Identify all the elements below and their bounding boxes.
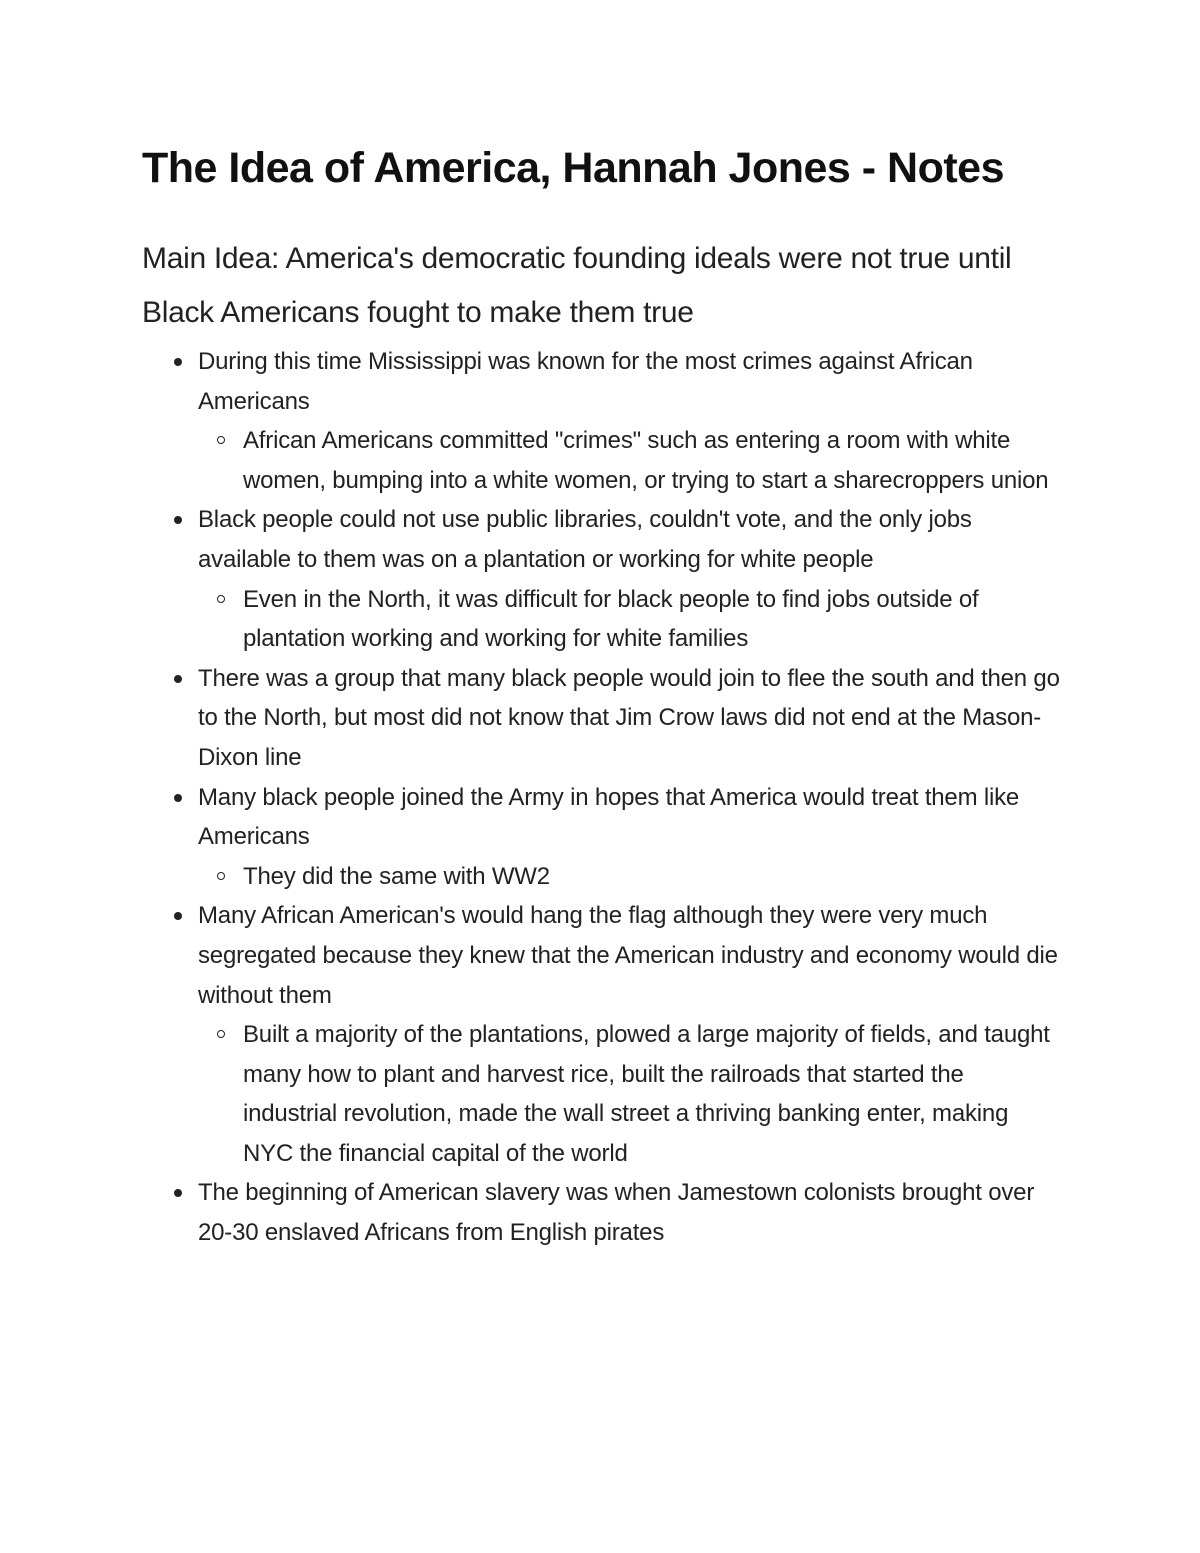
notes-list — [142, 342, 1062, 1253]
bullet-circle-icon — [217, 1030, 225, 1038]
list-item-text: Many black people joined the Army in hopes that America would treat them like Americans — [198, 783, 1020, 851]
list-item — [198, 778, 1062, 897]
list-item — [198, 500, 1062, 658]
bullet-disc-icon — [174, 358, 182, 366]
sub-list-item-text: African Americans committed "crimes" such as entering a room with white women, bumping into a white women, or trying to start a sharecroppers union — [243, 427, 1049, 494]
bullet-circle-icon — [217, 872, 225, 880]
sub-list-item — [243, 421, 1062, 500]
sub-list — [198, 1015, 1062, 1173]
list-item — [198, 1173, 1062, 1252]
list-item — [198, 896, 1062, 1173]
list-item-text: The beginning of American slavery was when Jamestown colonists brought over 20-30 enslaved Africans from English pirates — [198, 1179, 1035, 1247]
bullet-circle-icon — [217, 595, 225, 603]
list-item-text: Black people could not use public libraries, couldn't vote, and the only jobs available to them was on a plantation or working for white people — [198, 506, 972, 573]
list-item-text: There was a group that many black people would join to flee the south and then go to the North, but most did not know that Jim Crow laws did not end at the Mason-Dixon line — [198, 664, 1060, 771]
main-idea-heading: Main Idea: America's democratic founding ideals were not true until Black Americans fought to make them true — [142, 242, 1012, 329]
list-item-text: During this time Mississippi was known for the most crimes against African Americans — [198, 348, 973, 415]
document-title: The Idea of America, Hannah Jones - Notes — [142, 144, 1005, 192]
list-item-text: Many African American's would hang the flag although they were very much segregated because they knew that the American industry and economy would die without them — [198, 902, 1058, 1009]
bullet-circle-icon — [217, 436, 225, 444]
sub-list-item-text: They did the same with WW2 — [243, 862, 550, 890]
sub-list — [198, 857, 1062, 897]
bullet-disc-icon — [174, 794, 182, 802]
sub-list-item-text: Even in the North, it was difficult for black people to find jobs outside of plantation working and working for white families — [243, 585, 979, 653]
list-item — [198, 342, 1062, 500]
sub-list-item — [243, 580, 1062, 659]
sub-list-item-text: Built a majority of the plantations, plowed a large majority of fields, and taught many how to plant and harvest rice, built the railroads that started the industrial revolution, made the wall street a thriving banking enter, making NYC the financial capital of the world — [243, 1021, 1050, 1167]
sub-list — [198, 421, 1062, 500]
sub-list-item — [243, 857, 1062, 897]
bullet-disc-icon — [174, 912, 182, 920]
sub-list-item — [243, 1015, 1062, 1173]
list-item — [198, 659, 1062, 778]
bullet-disc-icon — [174, 1189, 182, 1197]
bullet-disc-icon — [174, 516, 182, 524]
document-page — [142, 140, 1062, 1253]
bullet-disc-icon — [174, 675, 182, 683]
sub-list — [198, 580, 1062, 659]
